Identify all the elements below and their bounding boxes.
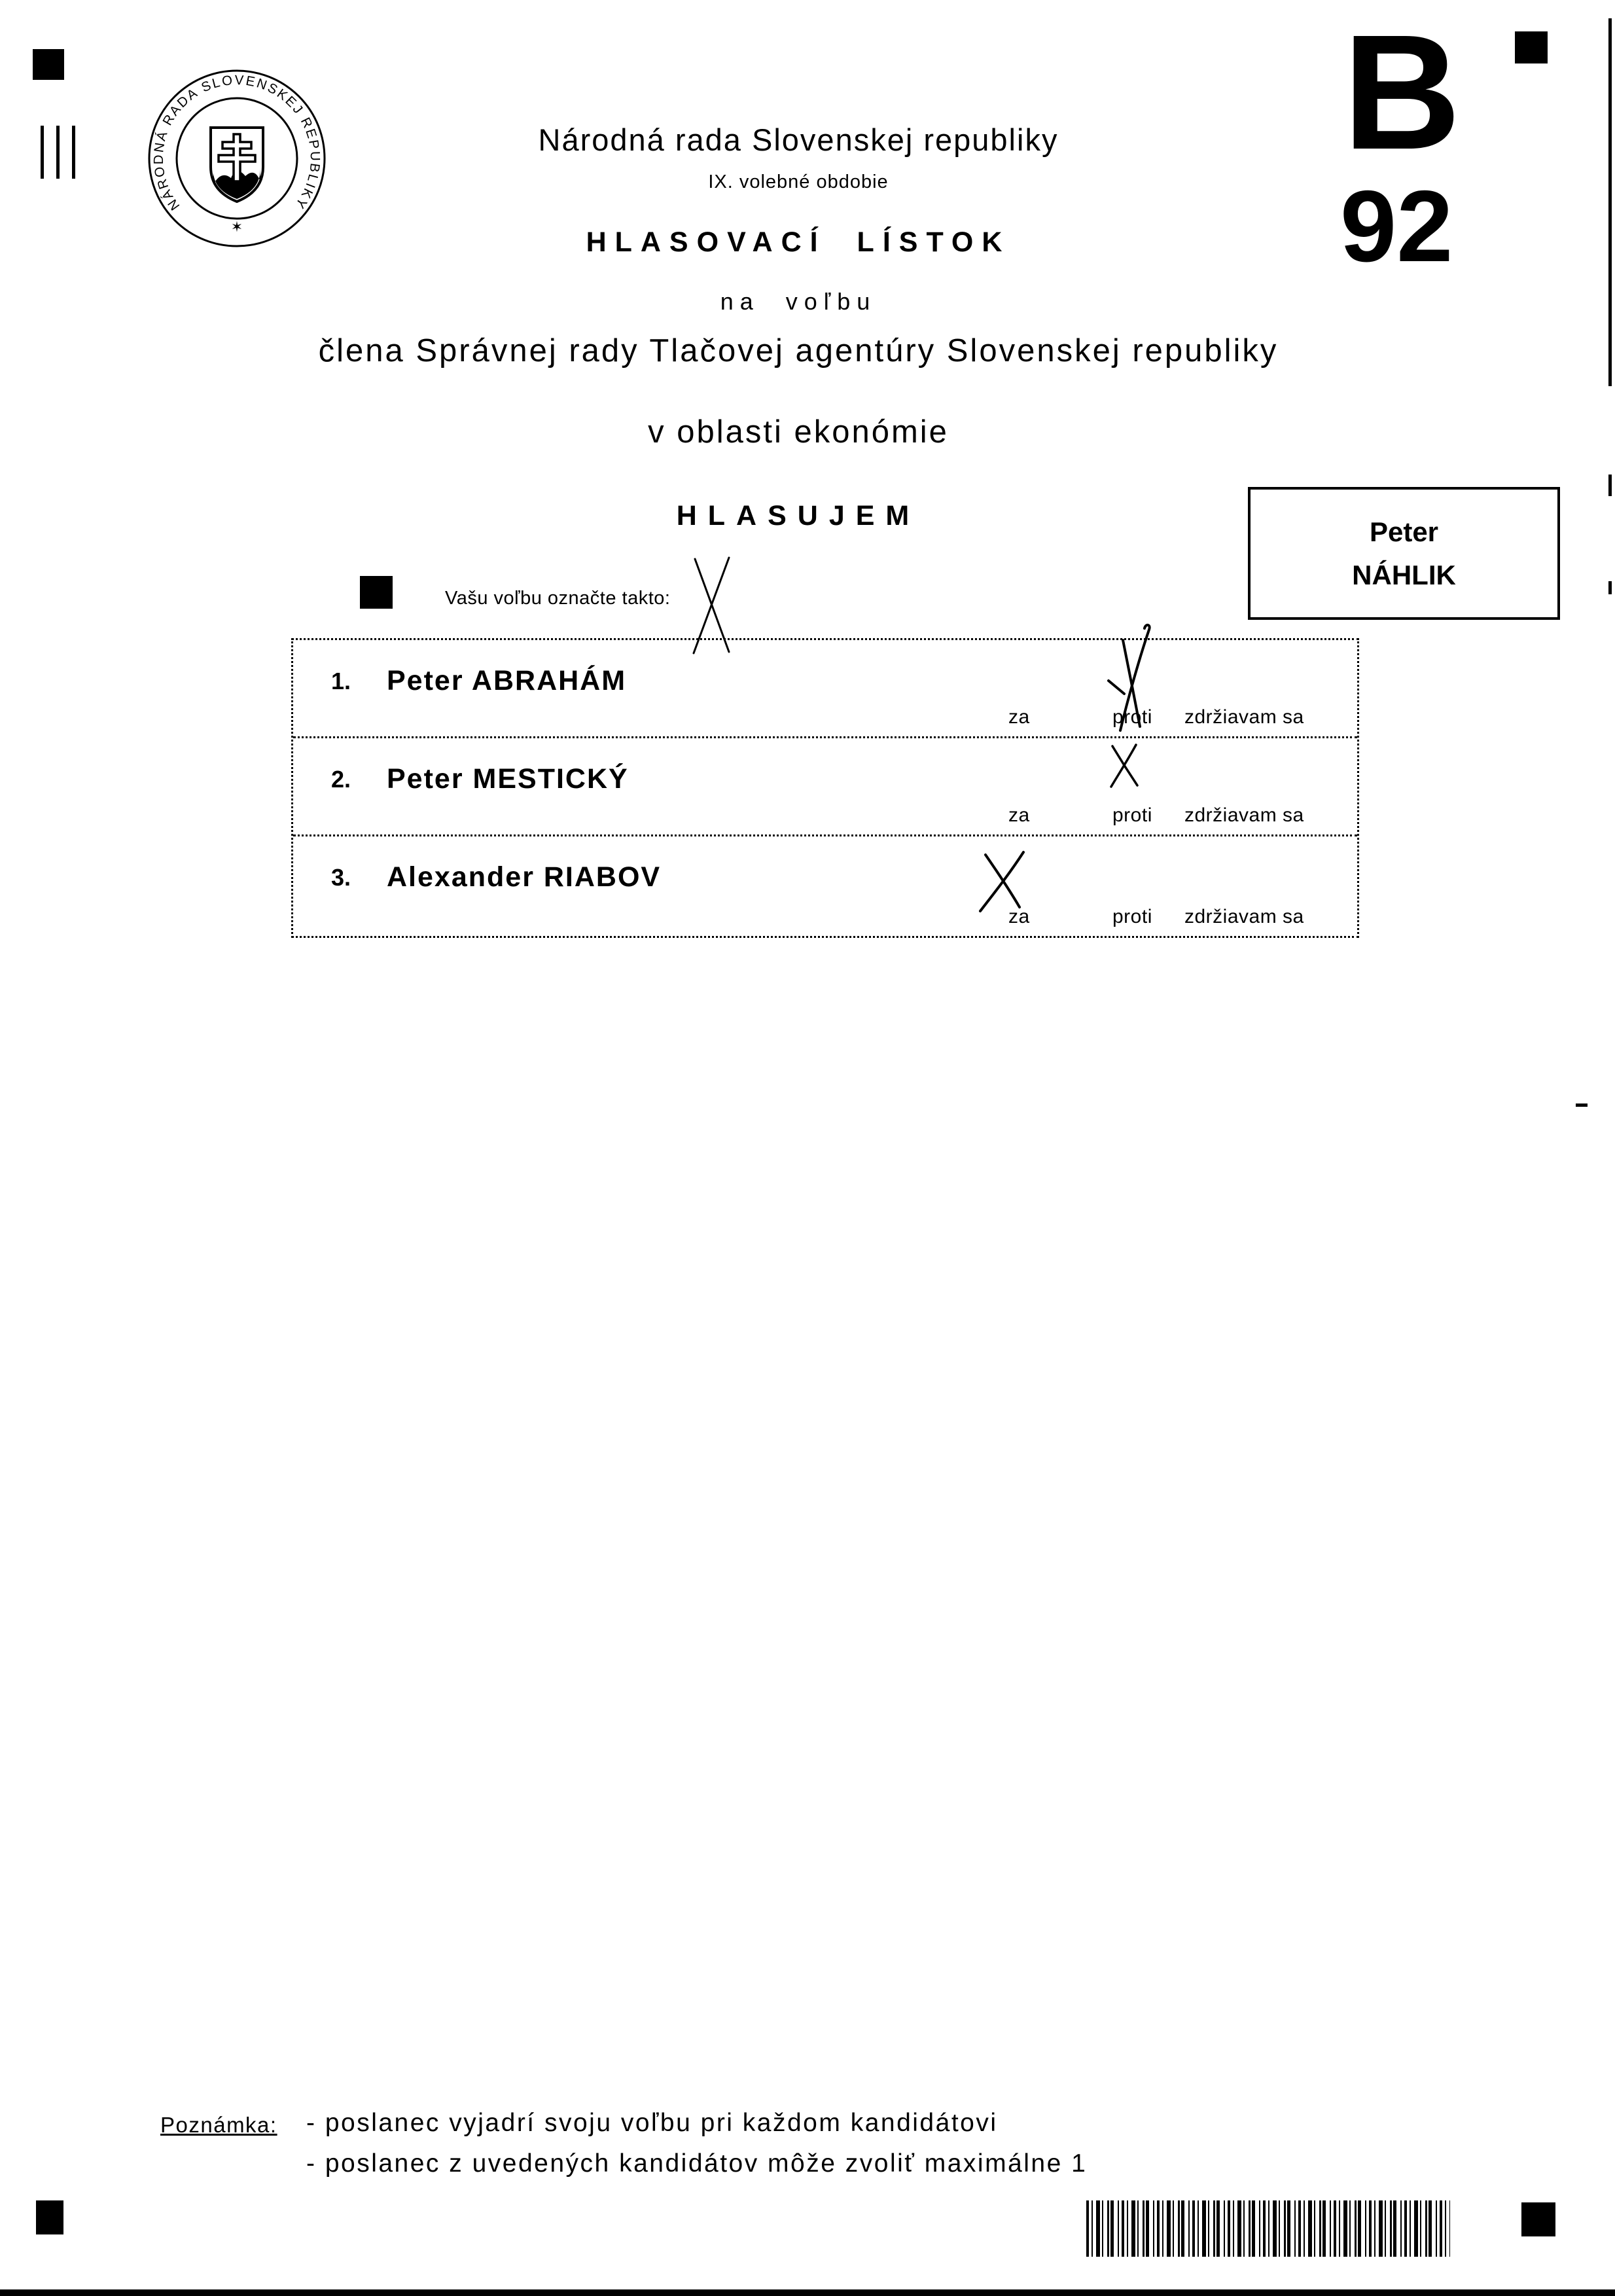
ballot-series-letter: B [1343, 1, 1461, 183]
organization-title: Národná rada Slovenskej republiky [538, 122, 1059, 157]
option-proti: proti [1112, 804, 1152, 826]
registration-square-bottom-right [1521, 2202, 1555, 2236]
scan-bottom-strip [0, 2289, 1615, 2296]
handwritten-x-mark-candidate-1-proti [1101, 620, 1166, 737]
handwritten-x-mark-candidate-3-za [976, 847, 1032, 916]
scan-edge-line-1 [1608, 18, 1612, 386]
option-zdrziavam-sa: zdržiavam sa [1184, 706, 1304, 728]
ballot-number: 92 [1340, 170, 1453, 283]
voter-last-name: NÁHLIK [1352, 559, 1456, 590]
option-zdrziavam-sa: zdržiavam sa [1184, 804, 1304, 826]
registration-square-bottom-left [36, 2200, 63, 2234]
election-intro: na voľbu [720, 288, 877, 315]
election-area: v oblasti ekonómie [648, 414, 949, 450]
vote-heading: HLASUJEM [676, 500, 921, 531]
candidate-row-3 [293, 834, 1357, 936]
scan-speck [1576, 1103, 1588, 1107]
barcode [1086, 2200, 1450, 2257]
handwritten-x-mark-candidate-2-proti [1106, 740, 1144, 792]
voter-name-box [1248, 487, 1560, 620]
seal-star: ✶ [230, 219, 243, 235]
election-term: IX. volebné obdobie [708, 171, 889, 192]
candidate-row-2 [293, 736, 1357, 834]
scan-edge-line-3 [1608, 581, 1612, 594]
candidate-number: 2. [331, 766, 351, 793]
seal-circular-text: NÁRODNÁ RADA SLOVENSKEJ REPUBLIKY [151, 72, 323, 213]
marking-instruction-label: Vašu voľbu označte takto: [445, 588, 671, 609]
nrsr-seal-logo [145, 67, 328, 250]
candidate-name: Peter MESTICKÝ [387, 763, 629, 795]
instruction-bullet-square [360, 576, 393, 609]
candidate-number: 3. [331, 864, 351, 891]
option-proti: proti [1112, 706, 1152, 728]
candidate-number: 1. [331, 668, 351, 694]
scan-edge-line-2 [1608, 475, 1612, 496]
option-za: za [1008, 706, 1030, 728]
candidate-name: Peter ABRAHÁM [387, 665, 627, 696]
election-subject: člena Správnej rady Tlačovej agentúry Slovenskej republiky [318, 333, 1279, 368]
registration-square-top-right [1515, 31, 1548, 63]
document-title: HLASOVACÍ LÍSTOK [586, 226, 1011, 258]
note-line-1: - poslanec vyjadrí svoju voľbu pri každom kandidátovi [306, 2109, 998, 2137]
option-proti: proti [1112, 906, 1152, 927]
voter-first-name: Peter [1369, 516, 1439, 548]
note-line-2: - poslanec z uvedených kandidátov môže zvoliť maximálne 1 [306, 2149, 1088, 2178]
option-za: za [1008, 906, 1030, 927]
candidate-name: Alexander RIABOV [387, 861, 662, 893]
registration-square-top-left [33, 49, 64, 80]
note-label: Poznámka: [160, 2113, 277, 2137]
option-za: za [1008, 804, 1030, 826]
candidate-row-1 [293, 640, 1357, 736]
option-zdrziavam-sa: zdržiavam sa [1184, 906, 1304, 927]
candidates-table [291, 638, 1359, 938]
